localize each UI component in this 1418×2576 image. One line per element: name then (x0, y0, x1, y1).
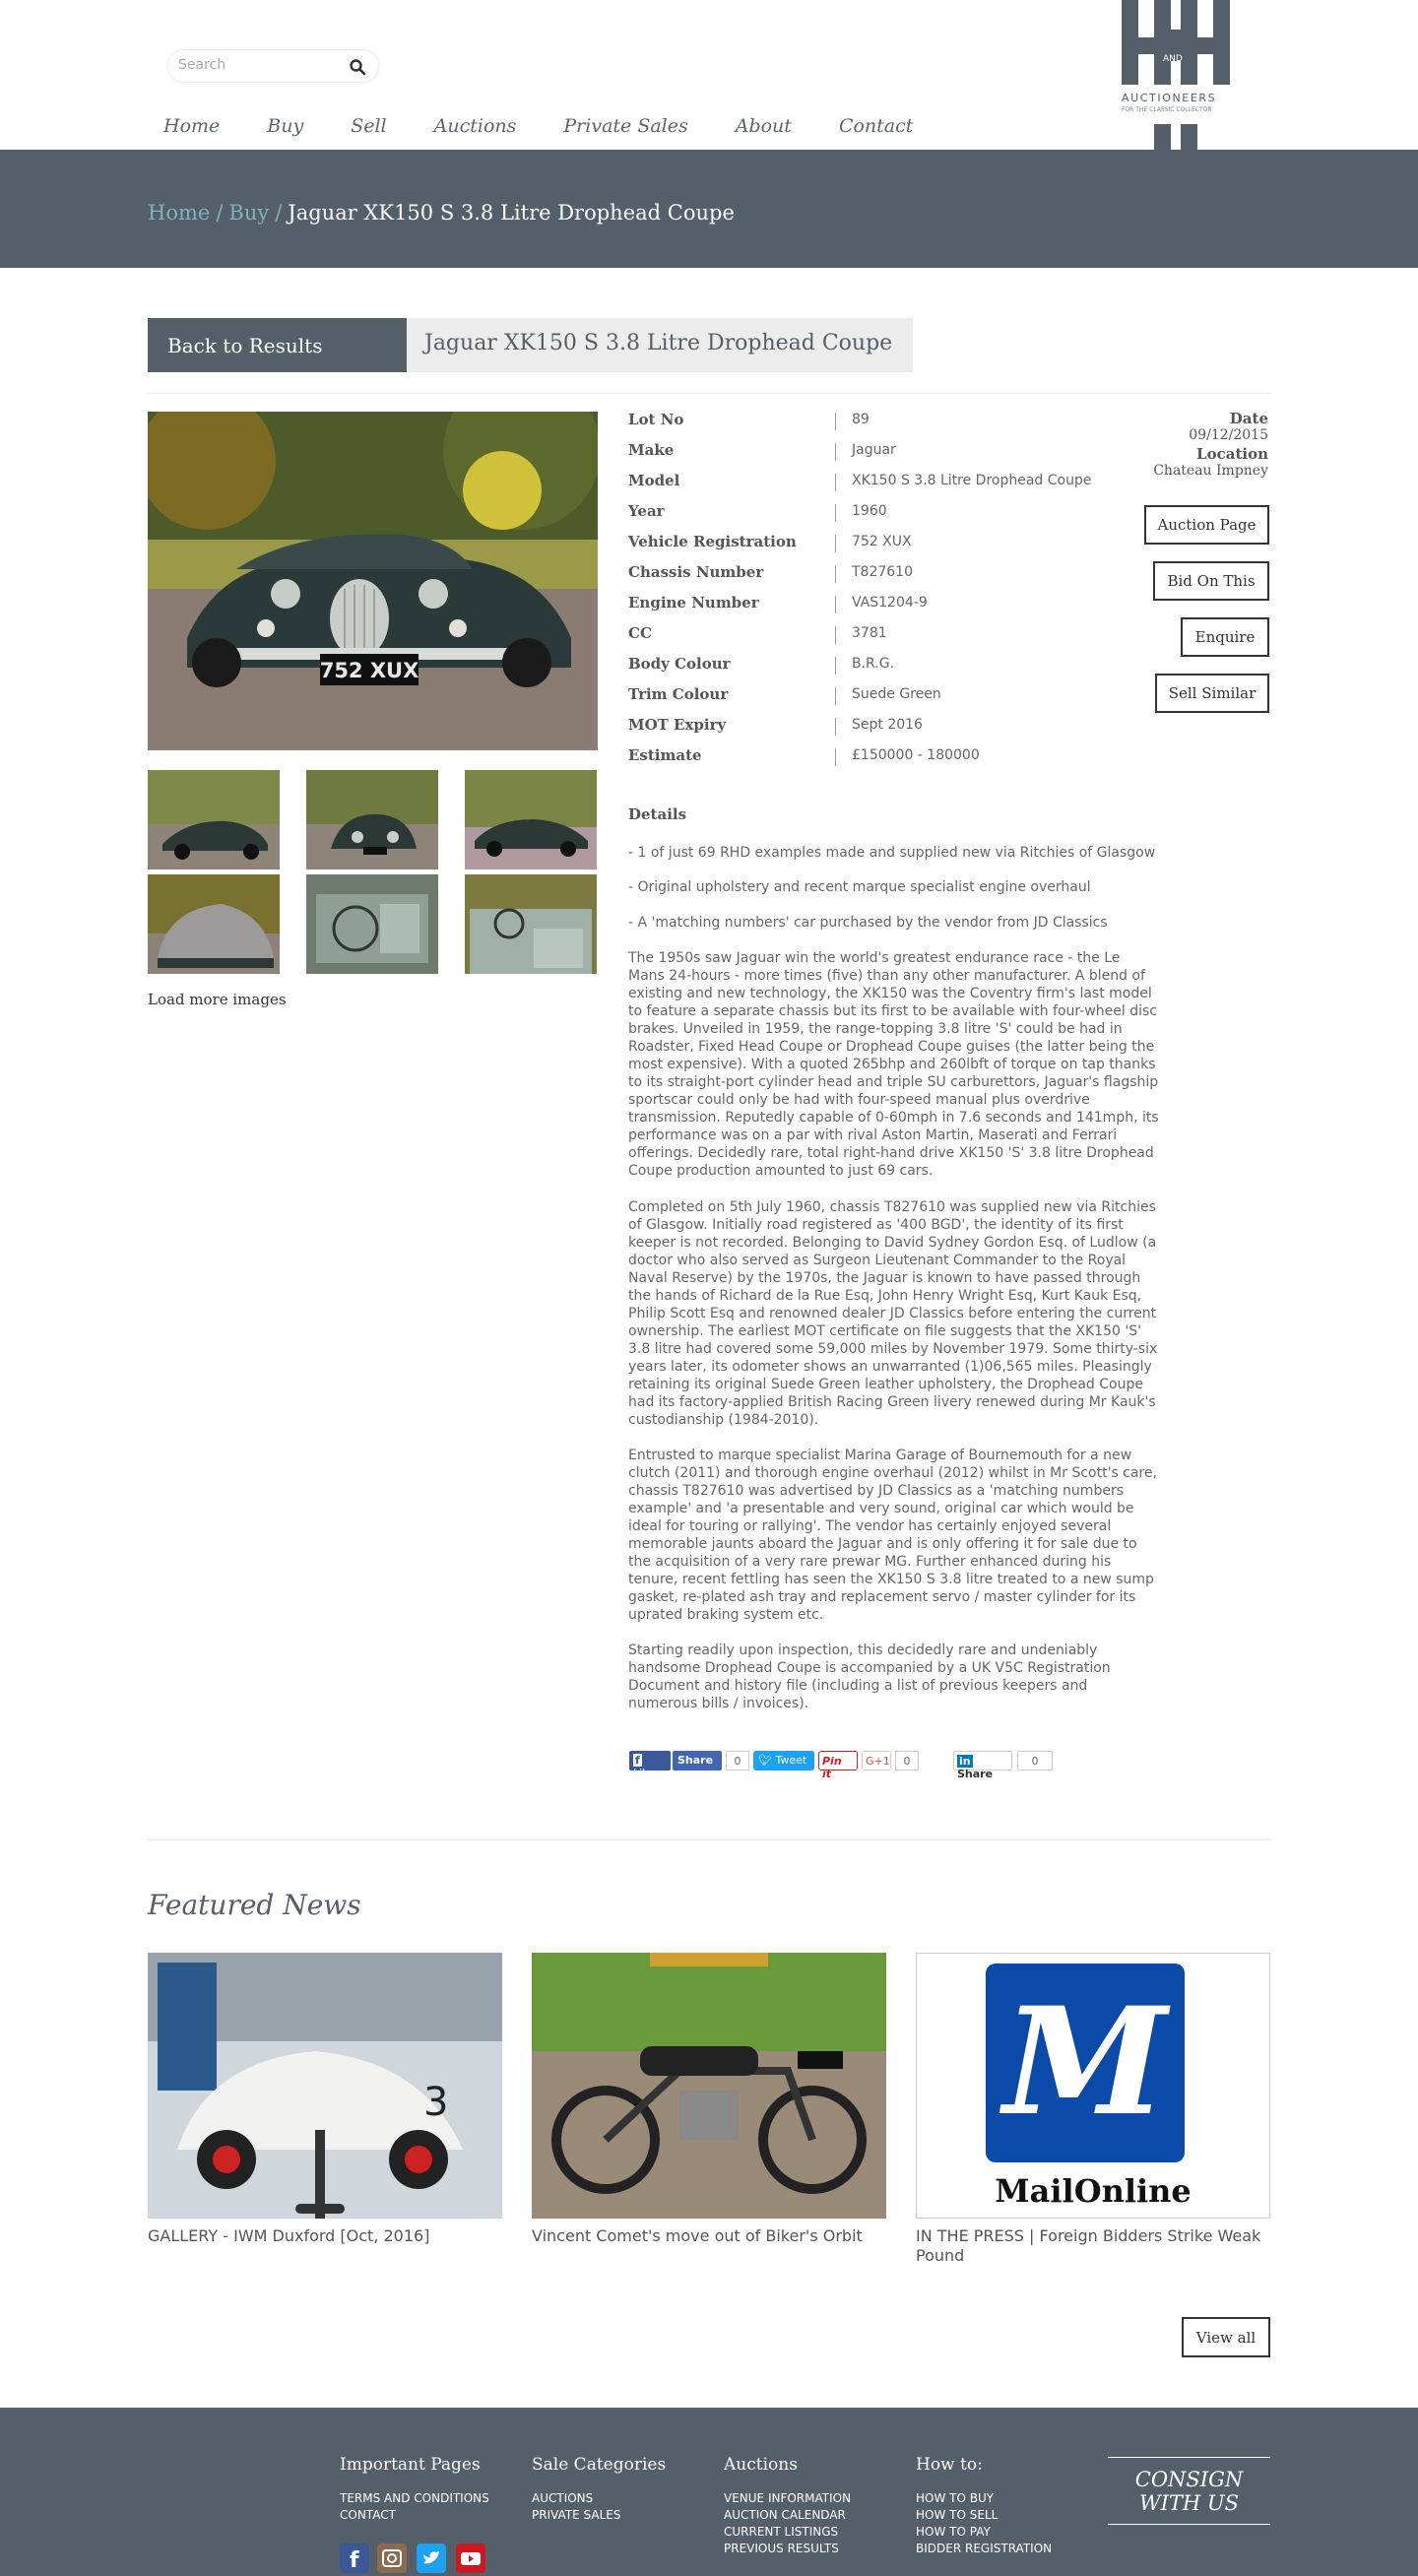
spec-divider (835, 413, 836, 430)
spec-divider (835, 474, 836, 491)
spec-divider (835, 718, 836, 736)
bid-on-this-button[interactable]: Bid On This (1153, 561, 1269, 601)
logo-name: AUCTIONEERS (1122, 92, 1217, 104)
pinterest-button[interactable]: Pin it (818, 1751, 858, 1771)
search-box (167, 49, 379, 83)
spec-value: Jaguar (852, 442, 896, 458)
nav-about[interactable]: About (735, 115, 792, 137)
load-more-images-link[interactable]: Load more images (148, 991, 287, 1008)
facebook-share-button[interactable]: Share (673, 1751, 722, 1771)
google-plus-button[interactable]: G+1 (862, 1751, 891, 1771)
spec-divider (835, 565, 836, 583)
footer-column-sale-categories (532, 2455, 666, 2524)
spec-divider (835, 687, 836, 705)
spec-divider (835, 596, 836, 613)
featured-news-heading: Featured News (148, 1889, 361, 1921)
footer-link-auctions[interactable]: AUCTIONS (532, 2491, 594, 2505)
google-plus-count: 0 (895, 1751, 919, 1771)
footer-link-previous[interactable]: PREVIOUS RESULTS (724, 2542, 839, 2555)
sell-similar-button[interactable]: Sell Similar (1155, 674, 1269, 713)
footer-link-venue[interactable]: VENUE INFORMATION (724, 2491, 852, 2505)
search-input[interactable] (178, 57, 336, 73)
breadcrumb-current: Jaguar XK150 S 3.8 Litre Drophead Coupe (288, 201, 735, 225)
spec-value: Suede Green (852, 686, 941, 702)
logo-and: AND (1163, 54, 1183, 64)
spec-row (628, 716, 1180, 740)
footer-column-auctions (724, 2455, 851, 2557)
detail-paragraph: Starting readily upon inspection, this decidedly rare and undeniably handsome Drophead Coupe is accompanied by a UK V5C Registration Document and history file (including a list of previous keepers and numerous bills / invoices). (628, 1642, 1111, 1711)
spec-label: Trim Colour (628, 685, 729, 703)
hh-logo-icon (1118, 0, 1241, 150)
detail-bullet: - A 'matching numbers' car purchased by the vendor from JD Classics (628, 915, 1108, 931)
thumbnail[interactable] (465, 874, 597, 974)
spec-value: T827610 (852, 564, 913, 580)
spec-value: Sept 2016 (852, 717, 923, 733)
spec-label: Engine Number (628, 594, 759, 612)
detail-bullet: - Original upholstery and recent marque specialist engine overhaul (628, 879, 1091, 895)
spec-row (628, 594, 1180, 617)
breadcrumb (148, 201, 735, 225)
news-image-mailonline[interactable] (916, 1953, 1270, 2219)
linkedin-label: Share (957, 1768, 994, 1780)
spec-label: MOT Expiry (628, 716, 727, 734)
news-caption[interactable]: Vincent Comet's move out of Biker's Orbit (532, 2226, 863, 2245)
page-banner (0, 150, 1418, 268)
location-value: Chateau Impney (1153, 463, 1268, 479)
spec-row (628, 746, 1180, 770)
detail-paragraph: Completed on 5th July 1960, chassis T827610 was supplied new via Ritchies of Glasgow. Initially road registered as '400 BGD', the identity of its first keeper is not recorded. Belonging to David Sydney Gordon Esq. of Ludlow (a doctor who also served as Surgeon Lieutenant Commander to the Royal Naval Reserve) by the 1970s, the Jaguar is known to have passed through the hands of Richard de la Rue Esq, John Henry Wright Esq, Kurt Kauk Esq, Philip Scott Esq and renowned dealer JD Classics before entering the current ownership. The earliest MOT certificate on file suggests that the XK150 'S' 3.8 litre had covered some 59,000 miles by November 1979. Some thirty-six years later, its odometer shows an unwarranted (1)06,565 miles. Pleasingly retaining its original Suede Green leather upholstery, the Drophead Coupe had its factory-applied British Racing Green livery renewed during Mr Kauk's custodianship (1984-2010). (628, 1199, 1158, 1428)
footer-link-terms[interactable]: TERMS AND CONDITIONS (340, 2491, 489, 2505)
spec-label: Chassis Number (628, 563, 764, 581)
spec-divider (835, 535, 836, 552)
spec-divider (835, 748, 836, 766)
twitter-icon[interactable] (417, 2544, 446, 2573)
spec-label: Body Colour (628, 655, 731, 673)
spec-row (628, 411, 1180, 434)
spec-value: 1960 (852, 503, 887, 519)
mailonline-logo-letter: M (1002, 1975, 1168, 2149)
location-label: Location (1196, 445, 1268, 463)
nav-private-sales[interactable]: Private Sales (563, 115, 688, 137)
linkedin-icon: in (959, 1755, 971, 1768)
spec-value: 89 (852, 412, 870, 427)
spec-row (628, 563, 1180, 587)
thumbnail[interactable] (148, 874, 280, 974)
news-image-vincent[interactable] (532, 1953, 886, 2219)
linkedin-share-count: 0 (1017, 1751, 1053, 1771)
date-value: 09/12/2015 (1189, 427, 1268, 443)
detail-bullet: - 1 of just 69 RHD examples made and supplied new via Ritchies of Glasgow (628, 845, 1156, 861)
thumbnail[interactable] (306, 874, 438, 974)
mailonline-wordmark: MailOnline (995, 2172, 1192, 2210)
linkedin-share-button[interactable] (953, 1751, 1012, 1780)
instagram-icon[interactable] (377, 2544, 407, 2573)
facebook-icon[interactable] (340, 2544, 369, 2573)
like-label: Like (633, 1767, 655, 1779)
back-to-results-button[interactable]: Back to Results (148, 318, 407, 372)
divider (148, 1839, 1270, 1840)
consign-with-us-link[interactable]: CONSIGN WITH US (1108, 2457, 1270, 2525)
spec-row (628, 655, 1180, 678)
spec-row (628, 533, 1180, 556)
breadcrumb-separator: / (275, 201, 283, 225)
spec-divider (835, 504, 836, 522)
spec-row (628, 685, 1180, 709)
footer-link-current[interactable]: CURRENT LISTINGS (724, 2525, 839, 2539)
enquire-button[interactable]: Enquire (1181, 617, 1269, 657)
footer-link-bidder-registration[interactable]: BIDDER REGISTRATION (916, 2542, 1053, 2555)
breadcrumb-home[interactable]: Home (148, 201, 211, 225)
news-image-duxford[interactable] (148, 1953, 502, 2219)
details-heading: Details (628, 805, 687, 823)
spec-value: VAS1204-9 (852, 595, 928, 611)
spec-row (628, 624, 1180, 648)
footer-heading: Sale Categories (532, 2455, 667, 2475)
tweet-button[interactable] (753, 1751, 814, 1771)
footer-column-important (340, 2455, 489, 2524)
footer-heading: Auctions (724, 2455, 798, 2475)
sale-date (1189, 410, 1268, 443)
footer-heading: How to: (916, 2455, 983, 2475)
spec-value: B.R.G. (852, 656, 895, 672)
nav-contact[interactable]: Contact (838, 115, 914, 137)
nav-home[interactable]: Home (163, 115, 221, 137)
svg-text:f: f (350, 2548, 359, 2573)
thumbnail[interactable] (148, 770, 280, 869)
footer-link-how-to-pay[interactable]: HOW TO PAY (916, 2525, 991, 2539)
number-plate: 752 XUX (319, 659, 419, 682)
spec-label: CC (628, 624, 652, 642)
spec-value: XK150 S 3.8 Litre Drophead Coupe (852, 473, 1092, 488)
nav-sell[interactable]: Sell (351, 115, 387, 137)
spec-row (628, 441, 1180, 465)
breadcrumb-buy[interactable]: Buy (228, 201, 270, 225)
facebook-icon: f (635, 1754, 640, 1767)
spec-row (628, 472, 1180, 495)
footer-link-how-to-sell[interactable]: HOW TO SELL (916, 2508, 999, 2522)
spec-value: £150000 - 180000 (852, 747, 980, 763)
youtube-icon[interactable] (456, 2544, 485, 2573)
lot-title: Jaguar XK150 S 3.8 Litre Drophead Coupe (407, 318, 913, 372)
main-car-photo[interactable] (148, 412, 598, 750)
facebook-share-count: 0 (726, 1751, 749, 1771)
spec-label: Vehicle Registration (628, 533, 797, 550)
facebook-like-button[interactable] (629, 1751, 671, 1779)
spec-value: 752 XUX (852, 534, 912, 549)
footer-link-contact[interactable]: CONTACT (340, 2508, 396, 2522)
spec-label: Make (628, 441, 675, 459)
tweet-label: Tweet (775, 1754, 807, 1767)
date-label: Date (1229, 410, 1268, 427)
divider (148, 393, 1270, 394)
twitter-icon: 🐦︎ (758, 1754, 772, 1767)
spec-label: Model (628, 472, 680, 489)
footer-heading: Important Pages (340, 2455, 481, 2475)
thumbnail[interactable] (465, 770, 597, 869)
spec-row (628, 502, 1180, 526)
spec-divider (835, 626, 836, 644)
footer (0, 2408, 1418, 2576)
detail-paragraph: Entrusted to marque specialist Marina Garage of Bournemouth for a new clutch (2011) and thorough engine overhaul (2012) whilst in Mr Scott's care, chassis T827610 was advertised by JD Classics as a 'matching numbers example' and 'a presentable and very sound, original car which would be ideal for touring or rallying'. The vendor has certainly enjoyed several memorable jaunts aboard the Jaguar and is only offering it for sale due to the acquisition of a very rare prewar MG. Further enhanced during his tenure, recent fettling has seen the XK150 S 3.8 litre treated to a new sump gasket, re-plated ash tray and replacement servo / master cylinder for its uprated braking system etc. (628, 1448, 1157, 1623)
news-caption[interactable]: IN THE PRESS | Foreign Bidders Strike Weak Pound (916, 2226, 1261, 2265)
nav-buy[interactable]: Buy (267, 115, 304, 137)
spec-label: Lot No (628, 411, 684, 428)
spec-label: Estimate (628, 746, 702, 764)
spec-divider (835, 657, 836, 675)
footer-column-how-to (916, 2455, 1052, 2557)
spec-label: Year (628, 502, 665, 520)
footer-link-how-to-buy[interactable]: HOW TO BUY (916, 2491, 995, 2505)
search-icon[interactable] (349, 58, 366, 76)
logo-tagline: FOR THE CLASSIC COLLECTOR (1122, 106, 1212, 113)
thumbnail[interactable] (306, 770, 438, 869)
detail-paragraph: The 1950s saw Jaguar win the world's greatest endurance race - the Le Mans 24-hours - more times (five) than any other manufacturer. A blend of existing and new technology, the XK150 was the Coventry firm's last model to feature a separate chassis but its first to be available with four-wheel disc brakes. Unveiled in 1959, the range-topping 3.8 litre 'S' could be had in Roadster, Fixed Head Coupe or Drophead Coupe guises (the latter being the most expensive). With a quoted 265bhp and 260lbft of torque on tap thanks to its straight-port cylinder head and triple SU carburettors, Jaguar's flagship sportscar could only be had with four-speed manual plus overdrive transmission. Reputedly capable of 0-60mph in 7.6 seconds and 141mph, its performance was on a par with rival Aston Martin, Maserati and Ferrari offerings. Decidedly rare, total right-hand drive XK150 'S' 3.8 litre Drophead Coupe production amounted to just 69 cars. (628, 950, 1159, 1179)
nav-auctions[interactable]: Auctions (433, 115, 517, 137)
spec-divider (835, 443, 836, 461)
news-caption[interactable]: GALLERY - IWM Duxford [Oct, 2016] (148, 2226, 430, 2245)
spec-value: 3781 (852, 625, 887, 641)
footer-link-private-sales[interactable]: PRIVATE SALES (532, 2508, 621, 2522)
logo[interactable] (1118, 0, 1241, 150)
svg-text:3: 3 (423, 2080, 449, 2125)
auction-page-button[interactable]: Auction Page (1144, 505, 1269, 545)
view-all-news-button[interactable]: View all (1182, 2317, 1270, 2357)
main-nav (148, 115, 944, 145)
breadcrumb-separator: / (216, 201, 224, 225)
footer-link-calendar[interactable]: AUCTION CALENDAR (724, 2508, 846, 2522)
sale-location (1153, 445, 1268, 479)
mailonline-logo (986, 1964, 1185, 2162)
